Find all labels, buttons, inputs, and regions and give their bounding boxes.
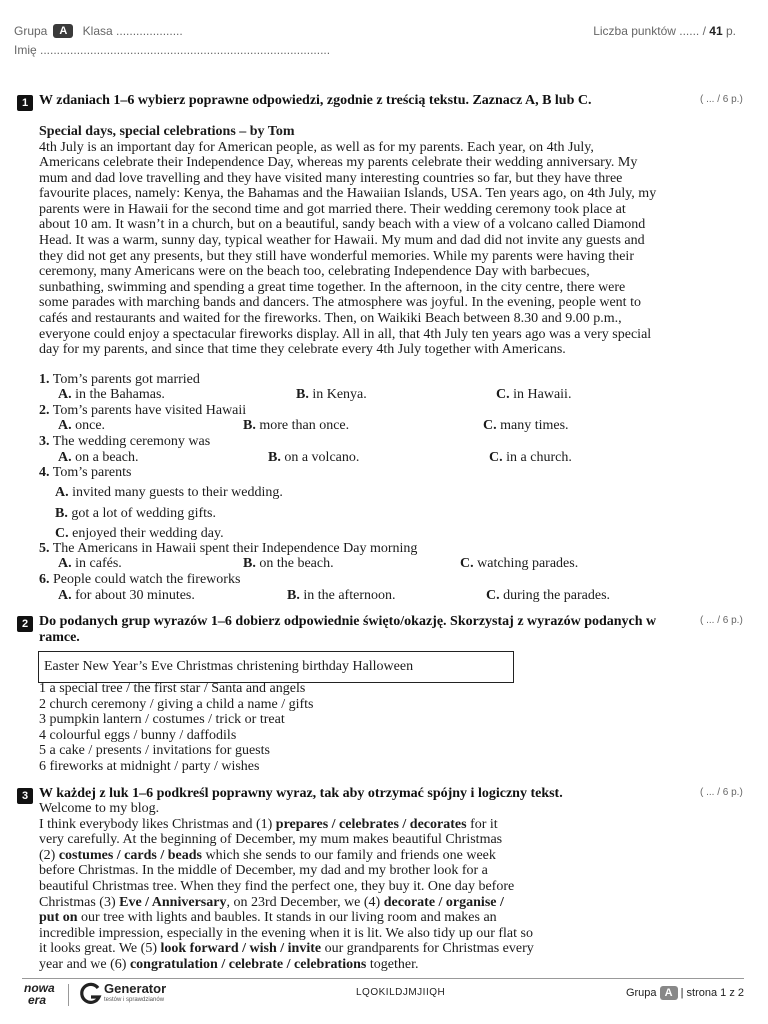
option-letter: B.	[296, 387, 309, 402]
question-text: Tom’s parents have visited Hawaii	[52, 403, 247, 418]
cloze-text-segment: Christmas (3)	[39, 894, 120, 910]
question-number: 4.	[39, 465, 50, 480]
option-text: watching parades.	[477, 556, 579, 571]
option-text: on a beach.	[75, 450, 139, 465]
generator-subtitle: testów i sprawdzianów	[104, 997, 165, 1003]
option-text: in the Bahamas.	[75, 387, 165, 402]
option-letter: A.	[58, 588, 72, 603]
generator-brand	[104, 982, 166, 1004]
option-letter: C.	[496, 387, 510, 402]
task-3-instruction: W każdej z luk 1–6 podkreśl poprawny wyraz, tak aby otrzymać spójny i logiczny tekst.	[39, 786, 563, 801]
answer-option-c[interactable]	[55, 526, 224, 542]
match-item: 6 fireworks at midnight / party / wishes	[39, 758, 260, 774]
cloze-line	[39, 879, 534, 895]
answer-option-c[interactable]	[483, 418, 569, 434]
nowa-era-logo	[24, 982, 64, 1010]
task-2-instruction-line-1: Do podanych grup wyrazów 1–6 dobierz odpowiednie święto/okazję. Skorzystaj z wyrazów podanych w	[39, 614, 657, 629]
match-item: 2 church ceremony / giving a child a name / gifts	[39, 696, 314, 712]
logo-nowa: nowa	[24, 981, 55, 995]
option-text: in cafés.	[75, 556, 122, 571]
question-number: 6.	[39, 572, 50, 587]
cloze-text-segment: our grandparents for Christmas every	[321, 941, 534, 957]
question-text: Tom’s parents	[52, 465, 132, 480]
cloze-text-segment: incredible impression, especially in the evening when it is lit. We also tidy up our flat so	[39, 925, 533, 941]
question-stem	[39, 403, 246, 419]
text-line: cafés and restaurants and waited for the fireworks. Then, on Waikiki Beach between 8.30 and 9.00 p.m.,	[39, 311, 622, 327]
task-1-instruction: W zdaniach 1–6 wybierz poprawne odpowiedzi, zgodnie z treścią tekstu. Zaznacz A, B lub C.	[39, 93, 592, 108]
question-stem	[39, 572, 240, 588]
answer-option-a[interactable]	[55, 485, 283, 501]
cloze-line	[39, 910, 534, 926]
cloze-text	[39, 801, 534, 973]
generator-icon	[78, 982, 102, 1006]
task-1-points: ( ... / 6 p.)	[700, 94, 743, 105]
points-summary	[593, 24, 736, 38]
answer-option-a[interactable]	[58, 588, 195, 604]
points-label: Liczba punktów ......	[593, 24, 700, 38]
cloze-text-segment: , on 23rd December, we (4)	[226, 894, 384, 910]
match-item: 4 colourful eggs / bunny / daffodils	[39, 727, 237, 743]
cloze-text-segment: beautiful Christmas tree. When they find the perfect one, they buy it. One day before	[39, 878, 515, 894]
option-letter: B.	[243, 418, 256, 433]
task-2-items	[39, 681, 313, 775]
test-code: LQOKILDJMJIIQH	[356, 987, 446, 998]
answer-option-b[interactable]	[296, 387, 367, 403]
match-item: 3 pumpkin lantern / costumes / trick or treat	[39, 712, 285, 728]
text-line: favourite places, namely: Kenya, the Bahamas and the Hawaiian Islands, USA. Ten years ago, on 4th July, my	[39, 186, 657, 202]
question-number: 3.	[39, 434, 50, 449]
cloze-text-segment: which she sends to our family and friends one week	[201, 847, 496, 863]
option-letter: C.	[460, 556, 474, 571]
task-3-number: 3	[17, 786, 33, 804]
match-item: 5 a cake / presents / invitations for guests	[39, 743, 270, 759]
cloze-line	[39, 863, 534, 879]
option-text: in Hawaii.	[513, 387, 572, 402]
answer-option-c[interactable]	[486, 588, 610, 604]
answer-option-c[interactable]	[460, 556, 578, 572]
group-badge: A	[53, 24, 73, 38]
option-text: for about 30 minutes.	[75, 588, 195, 603]
reading-text	[39, 140, 656, 358]
name-line	[14, 43, 330, 57]
cloze-text-segment: our tree with lights and baubles. It stands in our living room and makes an	[77, 910, 497, 926]
match-item: 1 a special tree / the first star / Santa and angels	[39, 681, 306, 696]
option-letter: C.	[483, 418, 497, 433]
text-line: Head. It was a warm, sunny day, typical weather for Hawaii. My mum and dad did not invite any guests and	[39, 233, 645, 249]
task-2-instruction	[39, 614, 656, 646]
logo-separator	[68, 984, 69, 1006]
option-letter: C.	[489, 450, 503, 465]
text-line: about 10 am. It wasn’t in a church, but on a beautiful, sandy beach with a view of a volcano called Diamond	[39, 217, 646, 233]
cloze-text-segment: very carefully. At the beginning of December, my mum makes beautiful Christmas	[39, 832, 503, 848]
option-text: in the afternoon.	[303, 588, 396, 603]
question-text: The Americans in Hawaii spent their Independence Day morning	[52, 541, 418, 556]
cloze-line	[39, 941, 534, 957]
question-number: 1.	[39, 372, 50, 387]
question-number: 5.	[39, 541, 50, 556]
task-3-points: ( ... / 6 p.)	[700, 787, 743, 798]
cloze-choices[interactable]: put on	[39, 910, 78, 926]
class-label: Klasa	[82, 24, 113, 38]
answer-option-a[interactable]	[58, 556, 122, 572]
option-text: enjoyed their wedding day.	[72, 526, 224, 541]
points-sep: /	[702, 24, 706, 38]
text-line: they did not get any presents, but they still have wonderful memories. While my parents were having their	[39, 248, 634, 264]
text-line: ceremony, many Americans were on the beach too, celebrating Independence Day with barbecues,	[39, 264, 590, 280]
text-title: Special days, special celebrations – by Tom	[39, 124, 295, 139]
option-text: in Kenya.	[312, 387, 367, 402]
option-letter: A.	[58, 556, 72, 571]
word-box: Easter New Year’s Eve Christmas christening birthday Halloween	[38, 651, 514, 683]
cloze-text-segment: before Christmas. In the middle of December, my dad and my brother look for a	[39, 863, 488, 879]
answer-option-a[interactable]	[58, 418, 105, 434]
cloze-line	[39, 957, 534, 973]
footer-group-label: Grupa	[625, 987, 657, 999]
question-text: People could watch the fireworks	[53, 572, 241, 587]
logo-era: era	[28, 993, 47, 1007]
question-stem	[39, 434, 210, 450]
cloze-choices[interactable]: congratulation / celebrate / celebrations	[129, 956, 367, 972]
text-line: parents were in Hawaii for the second time and got married there. Their wedding ceremony took place at	[39, 201, 626, 217]
group-label: Grupa	[14, 24, 48, 38]
question-stem	[39, 541, 417, 557]
option-letter: B.	[243, 556, 256, 571]
option-text: invited many guests to their wedding.	[72, 485, 283, 500]
cloze-choices[interactable]: look forward / wish / invite	[160, 941, 322, 957]
cloze-line	[39, 801, 534, 817]
text-line: sunbathing, swimming and spending a great time together. In the afternoon, in the city centre, there were	[39, 279, 626, 295]
text-line: everyone could enjoy a spectacular fireworks display. All in all, that 4th July ten years ago was a very special	[39, 326, 652, 342]
task-2-points: ( ... / 6 p.)	[700, 615, 743, 626]
task-2-instruction-line-2: ramce.	[39, 630, 80, 645]
cloze-text-segment: (2)	[39, 847, 59, 863]
option-text: on a volcano.	[284, 450, 360, 465]
option-text: many times.	[500, 418, 569, 433]
text-line: day for my parents, and since that time they celebrate every 4th July together with Americans.	[39, 342, 566, 358]
answer-option-a[interactable]	[58, 450, 138, 466]
cloze-text-segment: it looks great. We (5)	[39, 941, 161, 957]
answer-option-b[interactable]	[287, 588, 395, 604]
cloze-choices[interactable]: decorate / organise /	[383, 894, 504, 910]
cloze-text-segment: I think everybody likes Christmas and (1)	[39, 816, 276, 832]
text-line: mum and dad love travelling and they have visited many interesting countries so far, but they have three	[39, 170, 623, 186]
answer-option-b[interactable]	[243, 418, 349, 434]
option-text: once.	[75, 418, 106, 433]
cloze-line	[39, 832, 534, 848]
points-unit: p.	[725, 24, 736, 38]
footer-page-label: | strona 1 z 2	[680, 987, 744, 999]
option-text: more than once.	[259, 418, 350, 433]
option-letter: A.	[58, 450, 72, 465]
option-letter: A.	[58, 387, 72, 402]
cloze-text-segment: for it	[466, 816, 498, 832]
cloze-line	[39, 926, 534, 942]
answer-option-b[interactable]	[243, 556, 334, 572]
answer-option-c[interactable]	[496, 387, 571, 403]
footer-page-info	[626, 986, 744, 1000]
task-1-number: 1	[17, 93, 33, 111]
option-letter: A.	[55, 485, 69, 500]
option-letter: C.	[55, 526, 69, 541]
option-text: during the parades.	[503, 588, 611, 603]
option-letter: A.	[58, 418, 72, 433]
answer-option-b[interactable]	[55, 506, 216, 522]
cloze-choices[interactable]: costumes / cards / beads	[58, 847, 202, 863]
cloze-line	[39, 817, 534, 833]
cloze-text-segment: Welcome to my blog.	[39, 801, 160, 816]
generator-title: Generator	[104, 981, 167, 996]
question-number: 2.	[39, 403, 50, 418]
name-label: Imię	[14, 43, 37, 57]
question-text: The wedding ceremony was	[52, 434, 211, 449]
footer-group-badge: A	[660, 986, 678, 1000]
cloze-choices[interactable]: Eve / Anniversary	[119, 894, 227, 910]
name-field[interactable]: .......................................................................................	[40, 43, 331, 57]
cloze-line	[39, 848, 534, 864]
task-2-number: 2	[17, 614, 33, 632]
footer-divider	[22, 978, 744, 979]
cloze-line	[39, 895, 534, 911]
question-text: Tom’s parents got married	[52, 372, 200, 387]
option-letter: B.	[287, 588, 300, 603]
text-line: some parades with marching bands and dancers. The atmosphere was joyful. In the evening, people went to	[39, 295, 641, 311]
option-letter: C.	[486, 588, 500, 603]
text-line: 4th July is an important day for American people, as well as for my parents. Each year, on 4th July,	[39, 139, 594, 155]
answer-option-b[interactable]	[268, 450, 359, 466]
cloze-text-segment: together.	[366, 956, 419, 972]
answer-option-c[interactable]	[489, 450, 572, 466]
text-line: Americans celebrate their Independence Day, whereas my parents celebrate their wedding anniversary. My	[39, 155, 638, 171]
cloze-text-segment: year and we (6)	[39, 956, 130, 972]
answer-option-a[interactable]	[58, 387, 165, 403]
option-text: in a church.	[506, 450, 572, 465]
option-letter: B.	[55, 506, 68, 521]
option-text: got a lot of wedding gifts.	[71, 506, 216, 521]
points-total: 41	[709, 24, 723, 38]
question-stem	[39, 372, 200, 388]
class-field[interactable]: ....................	[116, 24, 183, 38]
option-text: on the beach.	[259, 556, 334, 571]
question-stem	[39, 465, 131, 481]
group-line	[14, 24, 183, 38]
cloze-choices[interactable]: prepares / celebrates / decorates	[275, 816, 467, 832]
option-letter: B.	[268, 450, 281, 465]
